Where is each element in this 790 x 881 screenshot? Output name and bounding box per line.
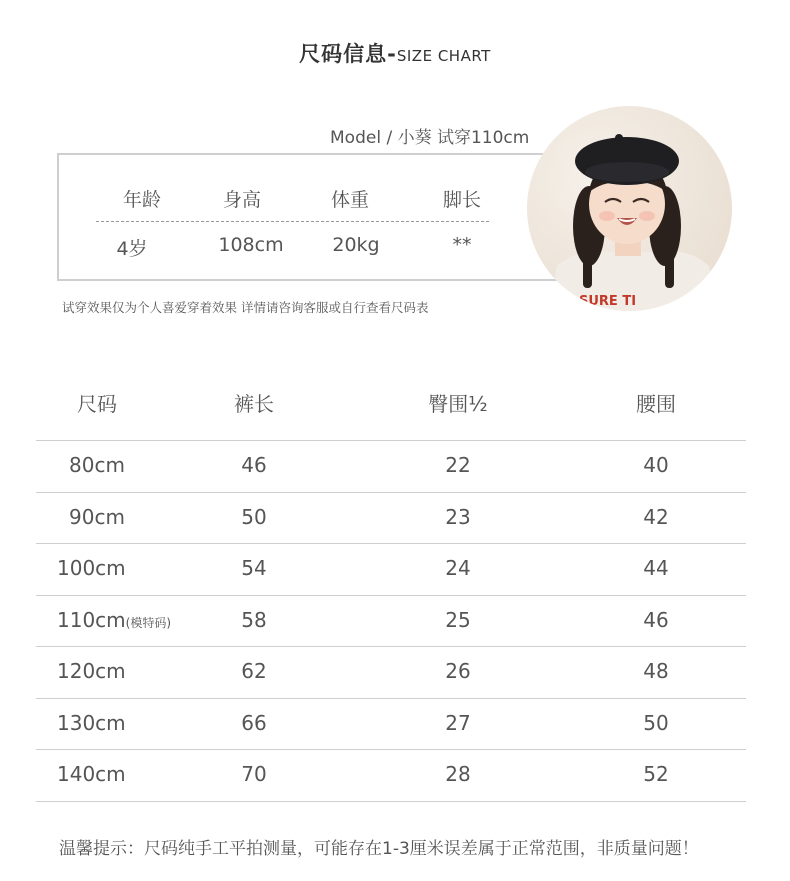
- model-value-height: 108cm: [218, 234, 284, 256]
- cell-pants-length: 54: [241, 556, 267, 580]
- cell-size: 80cm: [69, 453, 125, 477]
- table-row: [36, 441, 746, 493]
- table-row: [36, 699, 746, 751]
- cell-size: 90cm: [69, 504, 125, 529]
- cell-size-value: 110cm: [57, 607, 126, 632]
- cell-pants-length: 66: [241, 710, 267, 735]
- cell-waist: 48: [643, 659, 669, 683]
- cell-size: 100cm: [57, 556, 126, 580]
- table-header-row: [36, 372, 746, 441]
- measurement-tip: 温馨提示：尺码纯手工平拍测量，可能存在1-3厘米误差属于正常范围，非质量问题！: [59, 839, 699, 859]
- cell-waist: 46: [643, 607, 669, 632]
- dashed-divider: [96, 221, 489, 222]
- cell-hip-half: 27: [445, 710, 471, 735]
- cell-waist: 50: [643, 710, 669, 735]
- page-title: [0, 38, 790, 68]
- table-row: [36, 544, 746, 596]
- model-size-note: (模特码): [125, 615, 172, 630]
- cell-waist: 52: [643, 762, 669, 786]
- header-pants-length: 裤长: [234, 392, 274, 416]
- model-caption: Model / 小葵 试穿110cm: [330, 128, 530, 148]
- cell-size: 130cm: [57, 710, 126, 735]
- cell-pants-length: 58: [241, 607, 267, 632]
- cell-pants-length: 46: [241, 453, 267, 477]
- cell-hip-half: 23: [445, 504, 471, 529]
- cell-size: 120cm: [57, 659, 126, 683]
- table-row: [36, 596, 746, 648]
- title-english: SIZE CHART: [396, 47, 491, 65]
- header-hip-half: 臀围½: [428, 392, 488, 416]
- cell-pants-length: 62: [241, 659, 267, 683]
- table-row: [36, 750, 746, 802]
- table-row: [36, 493, 746, 545]
- title-chinese: 尺码信息-: [299, 42, 397, 66]
- model-info-box: [57, 153, 597, 281]
- cell-hip-half: 24: [445, 556, 471, 580]
- cell-hip-half: 22: [445, 453, 471, 477]
- model-header-height: 身高: [222, 189, 261, 211]
- model-header-weight: 体重: [330, 189, 369, 211]
- cell-pants-length: 50: [241, 504, 267, 529]
- cell-waist: 42: [643, 504, 669, 529]
- model-value-age: 4岁: [116, 238, 148, 260]
- model-photo: [527, 106, 732, 311]
- table-row: [36, 647, 746, 699]
- size-table: [36, 372, 746, 802]
- cell-pants-length: 70: [241, 762, 267, 786]
- model-header-foot-length: 脚长: [442, 189, 481, 211]
- model-value-foot-length: **: [452, 234, 472, 256]
- fitting-note: 试穿效果仅为个人喜爱穿着效果 详情请咨询客服或自行查看尺码表: [62, 300, 429, 315]
- cell-size: 140cm: [57, 762, 126, 786]
- cell-size: [57, 608, 171, 632]
- model-header-age: 年龄: [122, 189, 161, 211]
- svg-text:SURE TI: SURE TI: [579, 294, 637, 309]
- cell-hip-half: 26: [445, 659, 471, 683]
- cell-waist: 44: [643, 556, 669, 580]
- model-value-weight: 20kg: [332, 234, 380, 256]
- header-size: 尺码: [77, 392, 117, 416]
- cell-waist: 40: [643, 453, 669, 477]
- cell-hip-half: 25: [445, 607, 471, 632]
- cell-hip-half: 28: [445, 762, 471, 786]
- header-waist: 腰围: [636, 392, 676, 416]
